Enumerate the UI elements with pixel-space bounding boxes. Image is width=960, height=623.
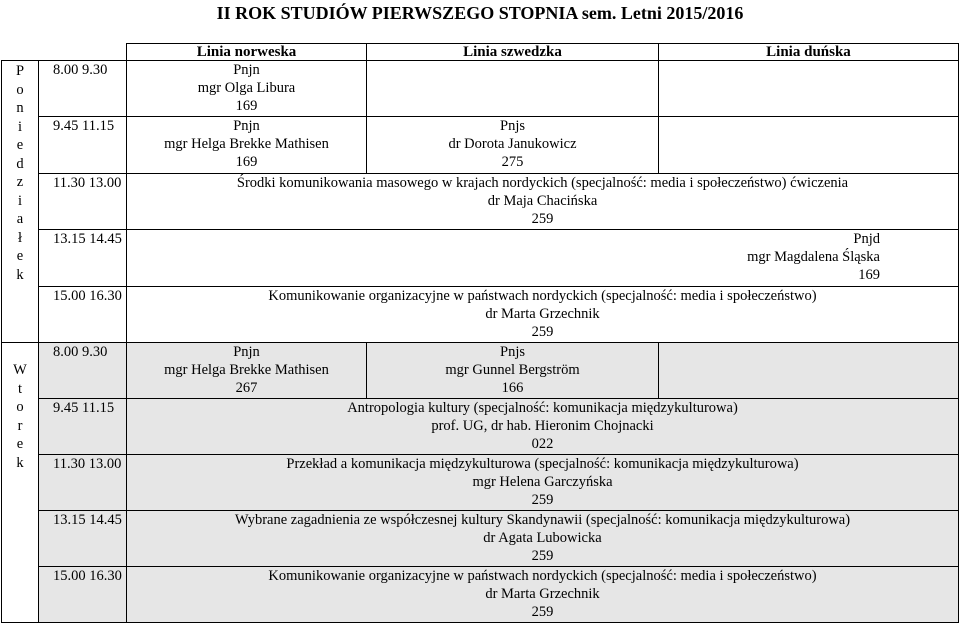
header-swedish: Linia szwedzka [367, 44, 659, 61]
class-cell-all [127, 455, 959, 511]
class-cell-danish [127, 230, 959, 286]
header-danish: Linia duńska [659, 44, 959, 61]
day-monday [2, 61, 39, 343]
day-label-tuesday [2, 361, 38, 472]
time-slot: 9.45 11.15 [39, 399, 127, 455]
tuesday-row-1 [2, 343, 959, 399]
teacher: dr Marta Grzechnik [485, 305, 600, 322]
class-cell-all [127, 567, 959, 623]
empty-cell [367, 61, 659, 117]
header-blank [2, 44, 127, 61]
time-slot: 9.45 11.15 [39, 117, 127, 173]
subject: Wybrane zagadnienia ze współczesnej kultury Skandynawii (specjalność: komunikacja międzykulturowa) [234, 512, 851, 528]
room: 166 [501, 380, 524, 396]
teacher: mgr Helga Brekke Mathisen [164, 136, 329, 153]
class-cell-norwegian [127, 61, 367, 117]
room: 022 [531, 436, 554, 452]
class-cell-all [127, 173, 959, 229]
day-letter: o [16, 81, 24, 98]
room: 169 [235, 98, 258, 114]
day-letter: o [16, 399, 24, 415]
monday-row-5 [2, 286, 959, 342]
subject: Pnjs [500, 118, 525, 135]
day-letter: W [13, 362, 27, 378]
teacher: mgr Magdalena Śląska [747, 249, 880, 266]
time-slot: 11.30 13.00 [39, 455, 127, 511]
class-cell-all [127, 286, 959, 342]
day-letter: z [16, 174, 24, 190]
day-letter: e [16, 137, 24, 153]
monday-row-3 [2, 173, 959, 229]
subject: Antropologia kultury (specjalność: komunikacja międzykulturowa) [347, 400, 738, 416]
monday-row-2 [2, 117, 959, 173]
tuesday-row-2 [2, 399, 959, 455]
subject: Pnjn [233, 118, 260, 135]
day-label-monday [2, 62, 38, 284]
subject: Komunikowanie organizacyjne w państwach nordyckich (specjalność: media i społeczeństwo) [268, 287, 817, 304]
page-title: II ROK STUDIÓW PIERWSZEGO STOPNIA sem. Letni 2015/2016 [216, 3, 744, 23]
day-letter: e [16, 248, 24, 264]
tuesday-row-5 [2, 567, 959, 623]
teacher: mgr Helena Garczyńska [472, 474, 613, 490]
header-norwegian: Linia norweska [127, 44, 367, 61]
day-letter: P [15, 63, 25, 79]
time-slot: 8.00 9.30 [39, 343, 127, 399]
monday-row-1 [2, 61, 959, 117]
monday-row-4 [2, 230, 959, 286]
time-slot: 13.15 14.45 [39, 230, 127, 286]
empty-cell [659, 343, 959, 399]
subject: Komunikowanie organizacyjne w państwach nordyckich (specjalność: media i społeczeństwo) [268, 568, 817, 584]
room: 259 [531, 210, 554, 227]
time-slot: 13.15 14.45 [39, 511, 127, 567]
class-cell-all [127, 399, 959, 455]
class-cell-all [127, 511, 959, 567]
room: 169 [858, 267, 880, 284]
room: 259 [531, 492, 554, 508]
day-letter: d [16, 155, 24, 172]
room: 275 [501, 154, 524, 171]
subject: Środki komunikowania masowego w krajach nordyckich (specjalność: media i społeczeństwo) ćwiczenia [236, 174, 849, 191]
class-cell-norwegian [127, 343, 367, 399]
time-slot: 11.30 13.00 [39, 173, 127, 229]
day-letter: r [17, 417, 23, 434]
empty-cell [659, 61, 959, 117]
subject: Pnjs [500, 344, 525, 360]
teacher: mgr Helga Brekke Mathisen [164, 362, 329, 378]
teacher: dr Marta Grzechnik [485, 586, 600, 602]
room: 259 [531, 548, 554, 564]
class-cell-swedish [367, 343, 659, 399]
teacher: dr Dorota Janukowicz [448, 136, 577, 153]
teacher: prof. UG, dr hab. Hieronim Chojnacki [431, 418, 654, 434]
day-letter: ł [17, 229, 23, 246]
day-letter: n [16, 100, 24, 116]
time-slot: 8.00 9.30 [39, 61, 127, 117]
tuesday-row-3 [2, 455, 959, 511]
day-letter: a [16, 211, 24, 227]
teacher: dr Agata Lubowicka [483, 530, 602, 546]
day-tuesday [2, 343, 39, 623]
class-cell-swedish [367, 117, 659, 173]
day-letter: e [16, 436, 24, 452]
room: 259 [531, 323, 554, 340]
tuesday-row-4 [2, 511, 959, 567]
schedule-table [1, 43, 959, 623]
time-slot: 15.00 16.30 [39, 567, 127, 623]
day-letter: k [16, 454, 24, 471]
room: 259 [531, 604, 554, 620]
room: 267 [235, 380, 258, 396]
day-letter: i [17, 118, 23, 135]
day-letter: t [17, 380, 23, 397]
day-letter: k [16, 266, 24, 283]
room: 169 [235, 154, 258, 171]
subject: Pnjn [233, 344, 260, 360]
header-row [2, 44, 959, 61]
time-slot: 15.00 16.30 [39, 286, 127, 342]
teacher: dr Maja Chacińska [487, 192, 598, 209]
class-cell-norwegian [127, 117, 367, 173]
teacher: mgr Olga Libura [197, 80, 296, 96]
subject: Przekład a komunikacja międzykulturowa (specjalność: komunikacja międzykulturowa) [286, 456, 799, 472]
day-letter: i [17, 192, 23, 209]
subject: Pnjn [233, 62, 260, 78]
subject: Pnjd [853, 231, 880, 248]
empty-cell [659, 117, 959, 173]
teacher: mgr Gunnel Bergström [445, 362, 580, 378]
